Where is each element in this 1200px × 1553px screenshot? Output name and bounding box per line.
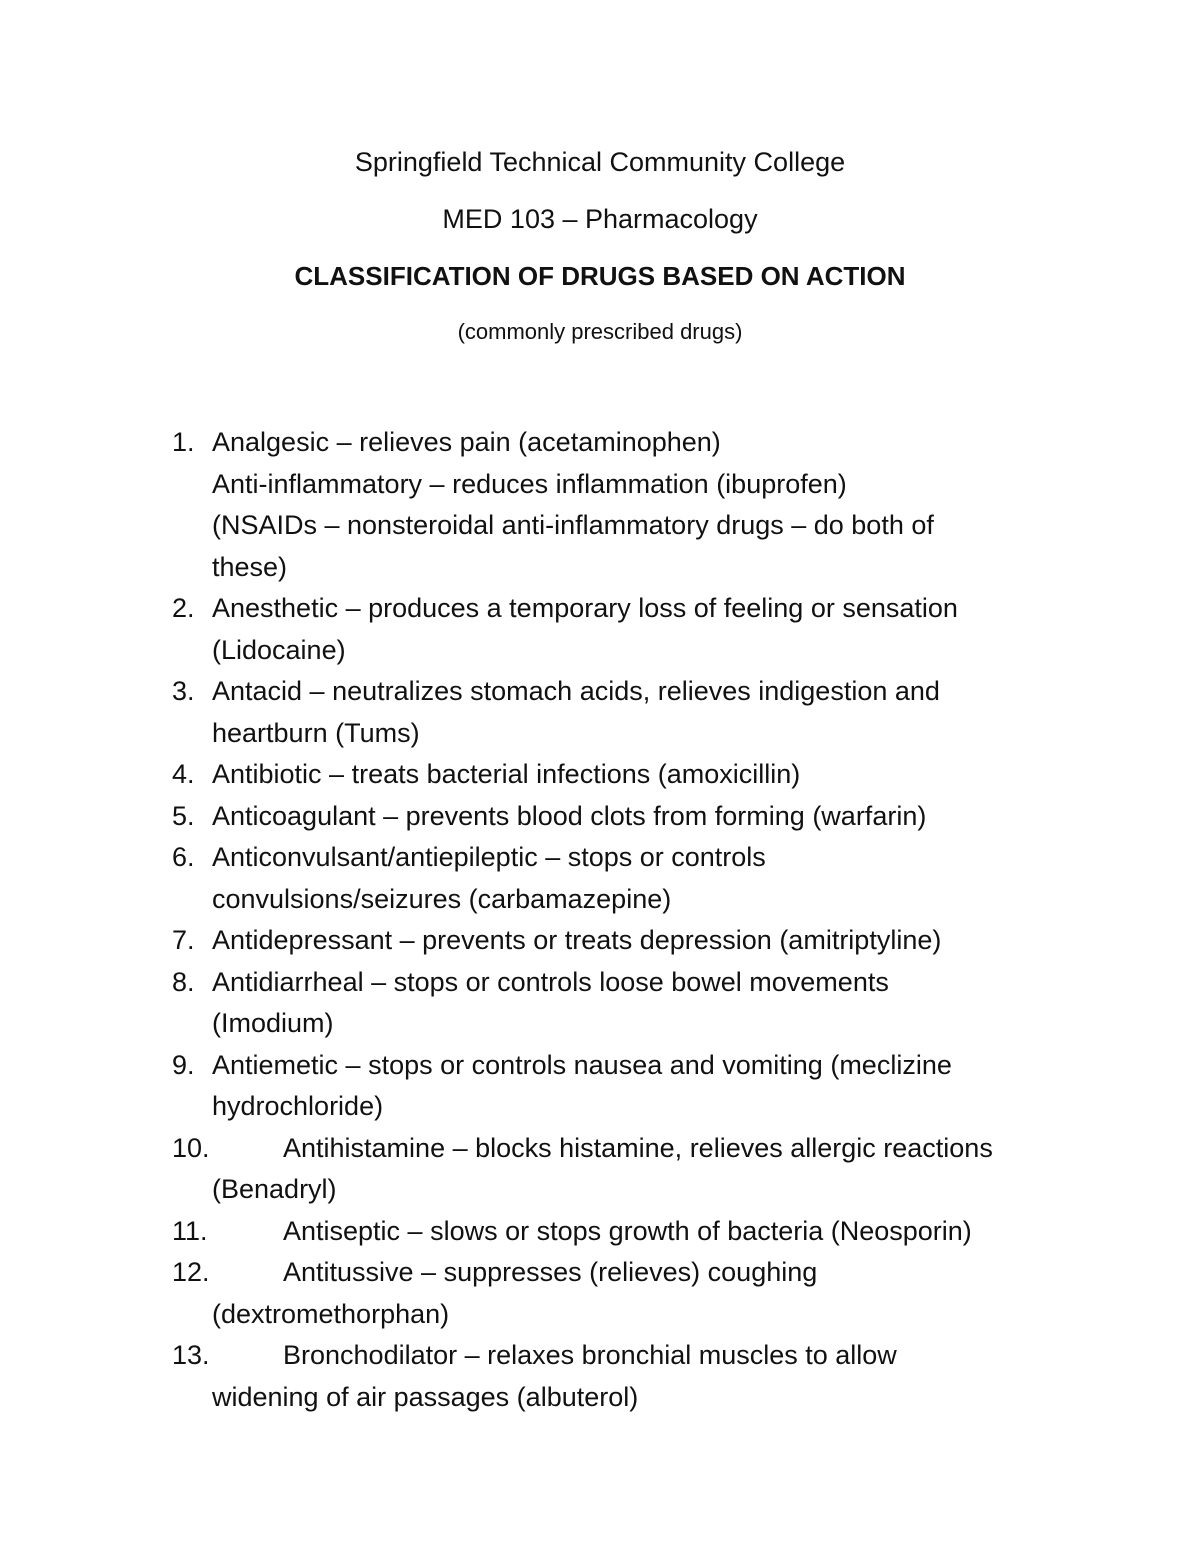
list-item-text: Bronchodilator – relaxes bronchial muscles to allow [283,1340,897,1370]
list-item-line [0,422,1200,464]
list-item-text: Anti-inflammatory – reduces inflammation (ibuprofen) [212,468,847,499]
list-item [0,796,1200,838]
list-item-text: (Benadryl) [212,1174,337,1204]
list-item [0,1128,1200,1211]
list-item-number: 5. [172,800,195,831]
list-item-line [0,1169,1200,1211]
list-item [0,1252,1200,1335]
list-item-line [0,1294,1200,1336]
course-title: MED 103 – Pharmacology [442,204,758,234]
list-item-text: heartburn (Tums) [212,717,420,748]
list-item-text: widening of air passages (albuterol) [212,1381,639,1412]
document-title: CLASSIFICATION OF DRUGS BASED ON ACTION [294,261,906,291]
list-item-line [0,1335,1200,1377]
list-item-line [0,547,1200,589]
list-item-line [0,1211,1200,1253]
list-item-text: Anesthetic – produces a temporary loss of feeling or sensation [212,593,958,623]
list-item-text: Antibiotic – treats bacterial infections (amoxicillin) [212,759,801,789]
list-item-text: Antacid – neutralizes stomach acids, relieves indigestion and [212,676,940,706]
list-item-line [0,713,1200,755]
list-item-line [0,505,1200,547]
list-item-text: Antidiarrheal – stops or controls loose bowel movements [212,966,889,997]
drug-classification-list [0,422,1200,1418]
list-item [0,1211,1200,1253]
list-item-number: 9. [172,1049,195,1080]
list-item-text: Anticonvulsant/antiepileptic – stops or controls [212,842,766,872]
list-item-line [0,1128,1200,1170]
list-item-line [0,879,1200,921]
list-item-number: 2. [172,593,195,623]
list-item-text: Analgesic – relieves pain (acetaminophen) [212,427,721,457]
list-item-line [0,630,1200,672]
list-item-text: (dextromethorphan) [212,1298,450,1329]
list-item-line [0,464,1200,506]
list-item-text: Antitussive – suppresses (relieves) coughing [283,1257,818,1287]
list-item [0,962,1200,1045]
list-item [0,588,1200,671]
list-item-number: 10. [172,1132,210,1163]
list-item [0,920,1200,962]
list-item-number: 6. [172,842,195,872]
document-subtitle: (commonly prescribed drugs) [457,319,743,344]
list-item-line [0,1252,1200,1294]
list-item-line [0,1003,1200,1045]
list-item-text: Antiemetic – stops or controls nausea and vomiting (meclizine [212,1049,952,1080]
list-item-number: 7. [172,925,195,955]
list-item [0,1045,1200,1128]
list-item-line [0,1377,1200,1419]
list-item-line [0,754,1200,796]
list-item-text: hydrochloride) [212,1091,384,1121]
list-item-text: Antidepressant – prevents or treats depression (amitriptyline) [212,925,942,955]
list-item-line [0,837,1200,879]
list-item-text: Anticoagulant – prevents blood clots from forming (warfarin) [212,800,927,831]
list-item-number: 1. [172,427,195,457]
list-item [0,1335,1200,1418]
college-name: Springfield Technical Community College [354,147,846,177]
list-item-line [0,588,1200,630]
list-item-number: 11. [172,1215,208,1246]
list-item-text: convulsions/seizures (carbamazepine) [212,883,672,914]
list-item-text: Antihistamine – blocks histamine, relieves allergic reactions [283,1132,993,1163]
list-item [0,671,1200,754]
list-item [0,422,1200,588]
list-item-line [0,920,1200,962]
list-item-number: 13. [172,1340,210,1370]
list-item-number: 4. [172,759,195,789]
list-item-text: (NSAIDs – nonsteroidal anti-inflammatory drugs – do both of [212,510,934,540]
list-item-line [0,1045,1200,1087]
list-item-text: (Imodium) [212,1008,334,1038]
list-item-line [0,962,1200,1004]
list-item-number: 3. [172,676,195,706]
list-item-number: 12. [172,1257,210,1287]
list-item-number: 8. [172,966,195,997]
list-item-text: (Lidocaine) [212,634,346,665]
list-item-text: these) [212,551,288,582]
list-item-line [0,671,1200,713]
list-item [0,754,1200,796]
list-item-text: Antiseptic – slows or stops growth of bacteria (Neosporin) [283,1215,972,1246]
list-item [0,837,1200,920]
list-item-line [0,1086,1200,1128]
list-item-line [0,796,1200,838]
